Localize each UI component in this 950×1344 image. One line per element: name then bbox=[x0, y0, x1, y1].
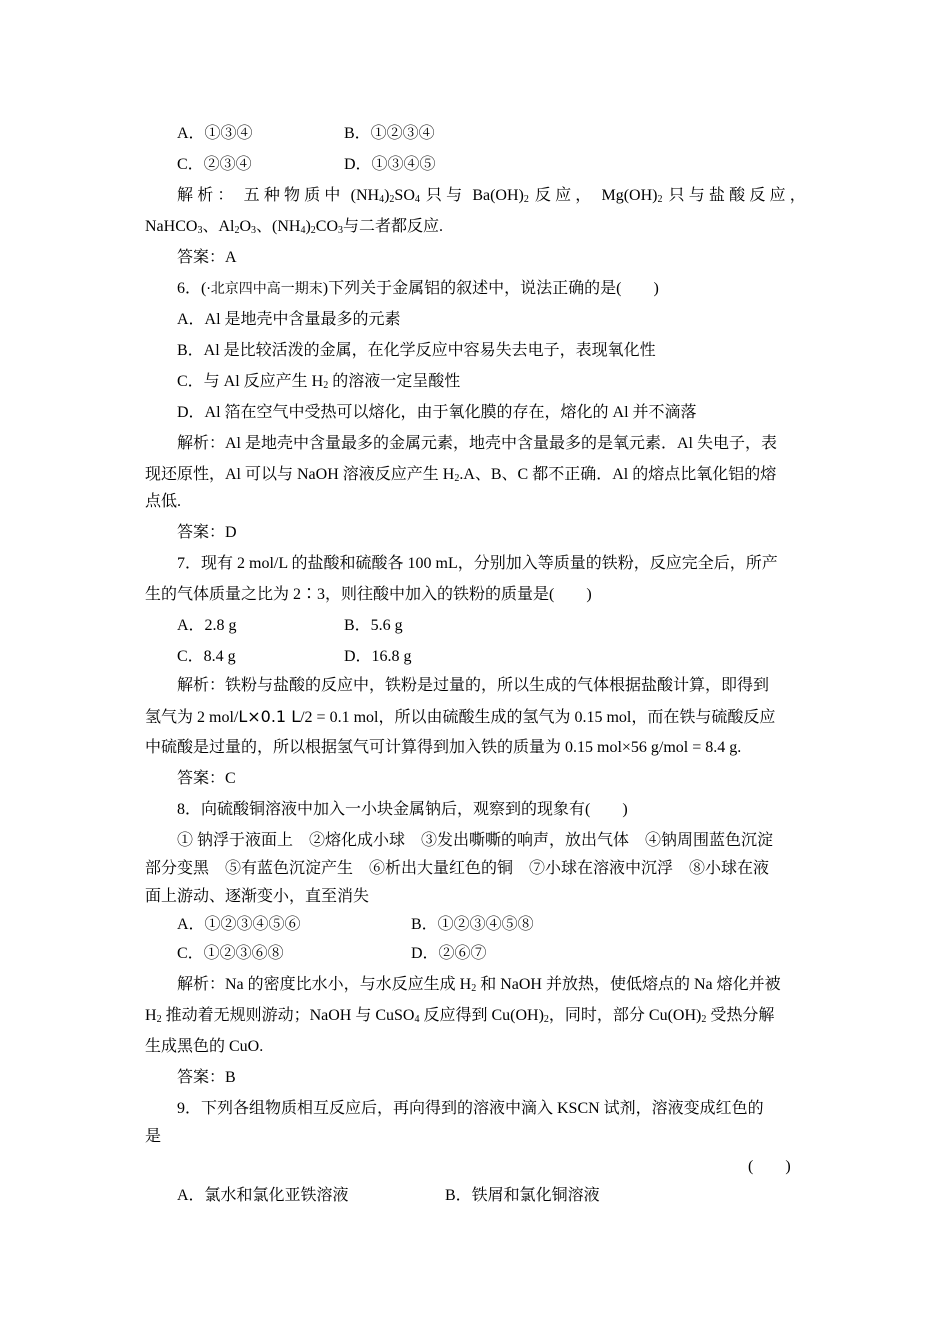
q6-option-b: B．Al 是比较活泼的金属，在化学反应中容易失去电子，表现氧化性 bbox=[177, 342, 656, 359]
q5-analysis-line1: 解析： 五种物质中 $(NH_4)_2SO_4$ 只与 $Ba(OH)_2$ 反应， $Mg(OH)_2$ 只与盐酸反应， bbox=[177, 187, 810, 205]
q9-options-row1 bbox=[177, 1185, 810, 1207]
q8-items-line3: 面上游动、逐渐变小，直至消失 bbox=[145, 888, 370, 905]
q6-option-a: A．Al 是地壳中含量最多的元素 bbox=[177, 311, 401, 328]
q5-option-b: B．①②③④ bbox=[344, 125, 435, 142]
q8-option-a: A．①②③④⑤⑥ bbox=[177, 916, 301, 933]
q9-stem-line1: 9．下列各组物质相互反应后，再向得到的溶液中滴入 KSCN 试剂，溶液变成红色的 bbox=[177, 1100, 764, 1117]
q8-analysis-line1: 解析：Na 的密度比水小，与水反应生成 $H_2$ 和 NaOH 并放热，使低熔点的 Na 熔化并被 bbox=[177, 976, 781, 994]
q7-options-row1 bbox=[177, 615, 810, 637]
q5-options-row2 bbox=[177, 154, 810, 176]
q5-analysis-label: 解析： bbox=[177, 187, 238, 204]
q8-option-d: D．②⑥⑦ bbox=[411, 945, 487, 962]
q8-stem: 8．向硫酸铜溶液中加入一小块金属钠后，观察到的现象有( ) bbox=[177, 801, 628, 818]
q7-stem-line1: 7．现有 2 mol/L 的盐酸和硫酸各 100 mL，分别加入等质量的铁粉，反应完全后，所产 bbox=[177, 555, 778, 572]
q5-analysis-line2: NaHCO$_3$、$Al_2O_3$、$(NH_4)_2CO_3$与二者都反应. bbox=[145, 218, 444, 236]
q6-source: ·北京四中高一期末 bbox=[206, 281, 323, 297]
q7-analysis-line1: 解析：铁粉与盐酸的反应中，铁粉是过量的，所以生成的气体根据盐酸计算，即得到 bbox=[177, 677, 770, 694]
q7-option-d: D．16.8 g bbox=[344, 648, 412, 665]
q7-option-c: C．8.4 g bbox=[177, 648, 236, 665]
q9-stem-line2: 是 bbox=[145, 1128, 162, 1145]
q5-option-d: D．①③④⑤ bbox=[344, 156, 436, 173]
q8-analysis-line3: 生成黑色的 CuO. bbox=[145, 1038, 264, 1055]
q8-option-c: C．①②③⑥⑧ bbox=[177, 945, 284, 962]
q9-option-b: B．铁屑和氯化铜溶液 bbox=[445, 1187, 600, 1204]
q6-analysis-line1: 解析：Al 是地壳中含量最多的金属元素，地壳中含量最多的是氧元素．Al 失电子，表 bbox=[177, 435, 778, 452]
q5-answer: 答案：A bbox=[177, 249, 237, 266]
q7-answer: 答案：C bbox=[177, 770, 236, 787]
q8-analysis-line2: $H_2$ 推动着无规则游动；NaOH 与 CuSO$_4$ 反应得到 $Cu(OH)_2$，同时，部分 $Cu(OH)_2$ 受热分解 bbox=[145, 1007, 775, 1025]
q6-analysis-line2: 现还原性，Al 可以与 NaOH 溶液反应产生 $H_2.A$、B、C 都不正确．Al 的熔点比氧化铝的熔 bbox=[145, 466, 777, 484]
q6-analysis-line3: 点低. bbox=[145, 493, 182, 510]
q8-answer: 答案：B bbox=[177, 1069, 236, 1086]
q8-options-row1 bbox=[177, 914, 810, 936]
q8-option-b: B．①②③④⑤⑧ bbox=[411, 916, 534, 933]
q7-option-a: A．2.8 g bbox=[177, 617, 237, 634]
q7-analysis-line3: 中硫酸是过量的，所以根据氢气可计算得到加入铁的质量为 0.15 mol×56 g/mol = 8.4 g. bbox=[145, 739, 742, 756]
q6-option-d: D．Al 箔在空气中受热可以熔化，由于氧化膜的存在，熔化的 Al 并不滴落 bbox=[177, 404, 697, 421]
q6-answer: 答案：D bbox=[177, 524, 237, 541]
q7-option-b: B．5.6 g bbox=[344, 617, 403, 634]
q5-options-row1 bbox=[177, 123, 810, 145]
q5-option-c: C．②③④ bbox=[177, 156, 252, 173]
q7-analysis-line2: 氢气为 2 mol/L×0.1 L/2 = 0.1 mol，所以由硫酸生成的氢气为 0.15 mol，而在铁与硫酸反应 bbox=[145, 707, 776, 726]
q6-stem: 6．(·北京四中高一期末)下列关于金属铝的叙述中，说法正确的是( ) bbox=[177, 280, 659, 297]
q8-items-line1: ① 钠浮于液面上 ②熔化成小球 ③发出嘶嘶的响声，放出气体 ④钠周围蓝色沉淀 bbox=[177, 832, 774, 849]
q7-stem-line2: 生的气体质量之比为 2∶3，则往酸中加入的铁粉的质量是( ) bbox=[145, 586, 592, 603]
q5-option-a: A．①③④ bbox=[177, 125, 253, 142]
q9-option-a: A．氯水和氯化亚铁溶液 bbox=[177, 1187, 349, 1204]
q8-items-line2: 部分变黑 ⑤有蓝色沉淀产生 ⑥析出大量红色的铜 ⑦小球在溶液中沉浮 ⑧小球在液 bbox=[145, 860, 770, 877]
q8-options-row2 bbox=[177, 943, 810, 965]
q7-options-row2 bbox=[177, 646, 810, 668]
q9-answer-bracket: ( ) bbox=[748, 1158, 791, 1175]
q6-option-c: C．与 Al 反应产生 $H_2$ 的溶液一定呈酸性 bbox=[177, 373, 461, 391]
